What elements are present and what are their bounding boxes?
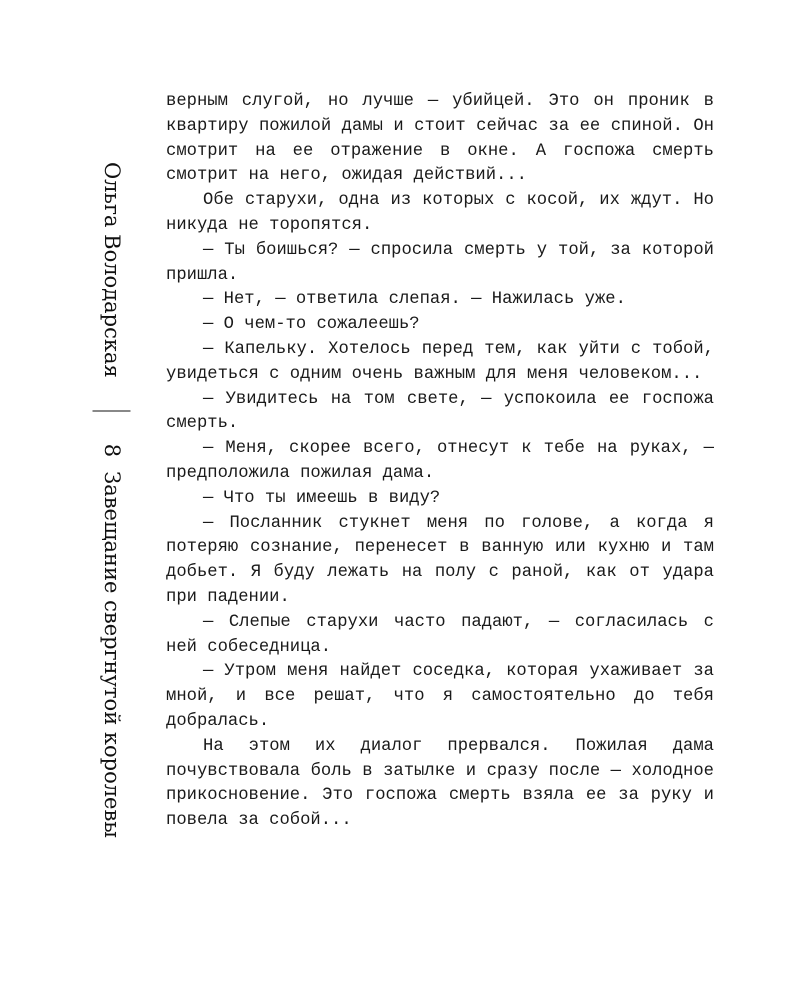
running-head-author: Ольга Володарская: [100, 161, 124, 378]
dialogue-line: — Увидитесь на том свете, — успокоила ее госпожа смерть.: [166, 389, 714, 434]
dialogue-line: — Капельку. Хотелось перед тем, как уйти с тобой, увидеться с одним очень важным для меня человеком...: [166, 339, 714, 384]
dialogue-line: — Утром меня найдет соседка, которая ухаживает за мной, и все решат, что я самостоятельно до тебя добралась.: [166, 662, 714, 731]
running-head: [94, 120, 130, 880]
dialogue-line: — Ты боишься? — спросила смерть у той, за которой пришла.: [166, 240, 714, 285]
page-number: 8: [100, 443, 124, 458]
paragraph: верным слугой, но лучше — убийцей. Это он проник в квартиру пожилой дамы и стоит сейчас за ее спиной. Он смотрит на ее отражение в окне. А госпожа смерть смотрит на него, ожидая действий...: [166, 92, 714, 186]
paragraph: На этом их диалог прервался. Пожилая дама почувствовала боль в затылке и сразу после — холодное прикосновение. Это госпожа смерть взяла ее за руку и повела за собой...: [166, 736, 714, 831]
dialogue-line: — Нет, — ответила слепая. — Нажилась уже.: [203, 290, 626, 310]
body-text: [166, 90, 714, 834]
dialogue-line: — Посланник стукнет меня по голове, а когда я потеряю сознание, перенесет в ванную или кухню и там добьет. Я буду лежать на полу с раной, как от удара при падении.: [166, 513, 714, 607]
dialogue-line: — О чем-то сожалеешь?: [203, 315, 420, 335]
dialogue-line: — Что ты имеешь в виду?: [203, 488, 441, 508]
running-head-title: Завещание свергнутой королевы: [100, 471, 124, 839]
paragraph: Обе старухи, одна из которых с косой, их ждут. Но никуда не торопятся.: [166, 191, 714, 235]
dialogue-line: — Слепые старухи часто падают, — согласилась с ней собеседница.: [166, 612, 714, 657]
dialogue-line: — Меня, скорее всего, отнесут к тебе на руках, — предположила пожилая дама.: [166, 439, 714, 483]
running-head-divider: [93, 410, 131, 411]
